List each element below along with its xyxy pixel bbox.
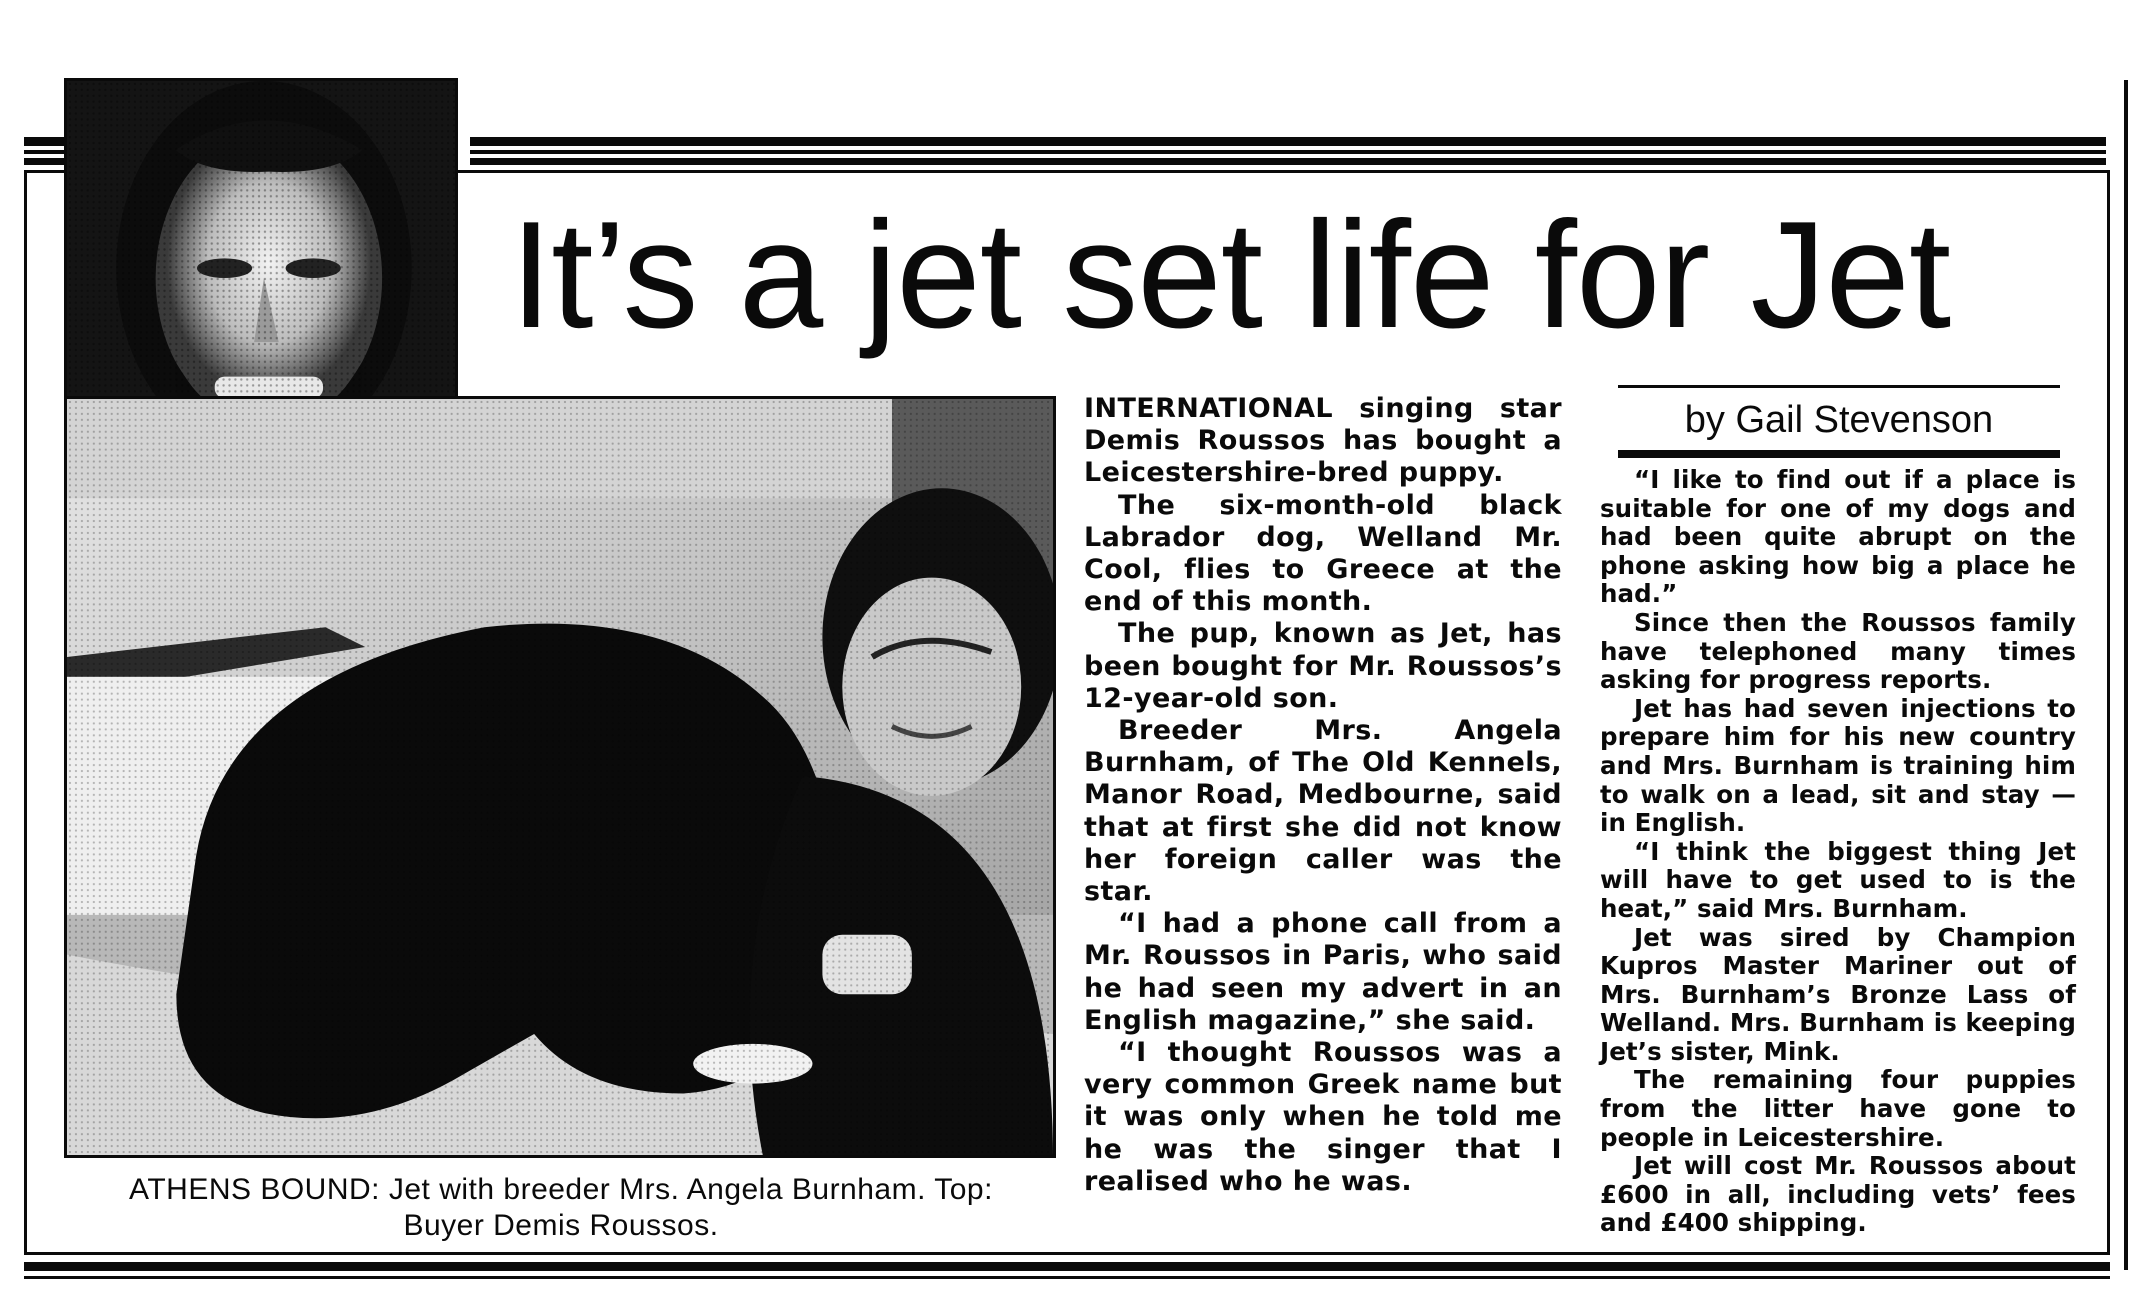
article-column-1 [1084, 393, 1562, 1198]
paragraph: Since then the Roussos family have telephoned many times asking for progress reports. [1600, 607, 2076, 695]
breeder-dog-photo-image [67, 399, 1053, 1155]
bottom-rule-thick [24, 1262, 2110, 1271]
paragraph: “I thought Roussos was a very common Greek name but it was only when he told me he was the singer that I realised who he was. [1084, 1037, 1562, 1197]
top-rule-left-thick-2 [24, 158, 64, 165]
byline-top-rule [1618, 385, 2060, 388]
paragraph: Breeder Mrs. Angela Burnham, of The Old Kennels, Manor Road, Medbourne, said that at first she did not know her foreign caller was the star. [1084, 715, 1562, 908]
top-rule-left-thick [24, 137, 64, 146]
top-rule-right-thin [470, 150, 2106, 154]
byline-bottom-rule [1618, 450, 2060, 458]
paragraph: The pup, known as Jet, has been bought for Mr. Roussos’s 12-year-old son. [1084, 618, 1562, 714]
paragraph: “I like to find out if a place is suitable for one of my dogs and had been quite abrupt on the phone asking how big a place he had.” [1600, 465, 2076, 609]
paragraph: The six-month-old black Labrador dog, Welland Mr. Cool, flies to Greece at the end of this month. [1084, 489, 1562, 618]
bottom-rule-thin [24, 1276, 2110, 1279]
photo-caption [66, 1172, 1056, 1244]
top-rule-left-thin [24, 150, 64, 154]
paragraph: INTERNATIONAL singing star Demis Roussos has bought a Leicestershire-bred puppy. [1084, 393, 1562, 489]
right-edge-mark [2124, 80, 2128, 1270]
paragraph: The remaining four puppies from the litter have gone to people in Leicestershire. [1600, 1065, 2076, 1152]
article-column-2 [1600, 466, 2076, 1238]
byline: by Gail Stevenson [1684, 399, 1994, 441]
paragraph: Jet will cost Mr. Roussos about £600 in all, including vets’ fees and £400 shipping. [1600, 1151, 2076, 1238]
photo-caption-line-2: Buyer Demis Roussos. [403, 1209, 719, 1242]
top-rule-right-thick-2 [470, 158, 2106, 165]
paragraph: “I think the biggest thing Jet will have to get used to is the heat,” said Mrs. Burnham. [1600, 836, 2076, 923]
paragraph: Jet has had seven injections to prepare him for his new country and Mrs. Burnham is training him to walk on a lead, sit and stay — in English. [1600, 693, 2076, 838]
paragraph: “I had a phone call from a Mr. Roussos in Paris, who said he had seen my advert in an English magazine,” she said. [1084, 908, 1562, 1036]
paragraph: Jet was sired by Champion Kupros Master Mariner out of Mrs. Burnham’s Bronze Lass of Welland. Mrs. Burnham is keeping Jet’s sister, Mink. [1600, 922, 2076, 1066]
headline: It’s a jet set life for Jet [510, 190, 1951, 360]
photo-caption-line-1: ATHENS BOUND: Jet with breeder Mrs. Angela Burnham. Top: [129, 1173, 993, 1206]
breeder-dog-photo [64, 396, 1056, 1158]
top-rule-right-thick [470, 137, 2106, 146]
